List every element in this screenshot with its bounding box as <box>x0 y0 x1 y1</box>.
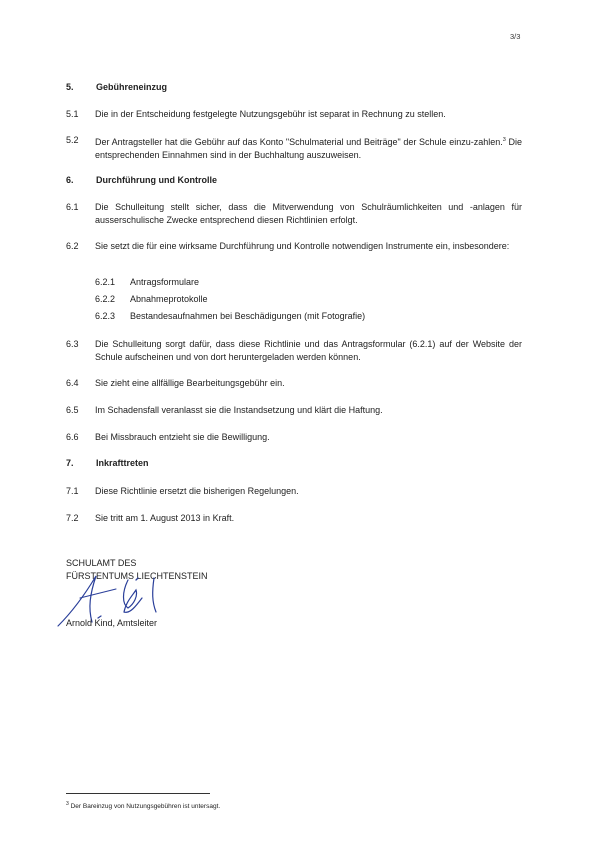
section-title: Gebühreneinzug <box>96 82 168 92</box>
paragraph-6-1 <box>66 201 522 227</box>
paragraph-number: 5.1 <box>66 109 79 119</box>
footnote <box>66 801 220 810</box>
paragraph-6-4 <box>66 377 522 390</box>
footnote-text: Der Bareinzug von Nutzungsgebühren ist untersagt. <box>70 803 221 811</box>
paragraph-text: Die in der Entscheidung festgelegte Nutzungsgebühr ist separat in Rechnung zu stellen. <box>95 109 446 119</box>
paragraph-number: 7.2 <box>66 513 79 523</box>
section-title: Inkrafttreten <box>96 458 149 468</box>
list-item-number: 6.2.1 <box>95 277 116 287</box>
organization-line-2: FÜRSTENTUMS LIECHTENSTEIN <box>66 571 208 581</box>
footnote-reference: 3 <box>502 137 506 143</box>
list-item-6-2-2 <box>95 294 208 304</box>
list-item-text: Bestandesaufnahmen bei Beschädigungen (mit Fotografie) <box>130 311 366 321</box>
list-item-text: Abnahmeprotokolle <box>130 294 208 304</box>
page-number: 3/3 <box>510 32 521 41</box>
list-item-6-2-3 <box>95 311 365 321</box>
paragraph-text <box>95 134 522 162</box>
list-item-number: 6.2.2 <box>95 294 116 304</box>
list-item-text: Antragsformulare <box>130 277 200 287</box>
paragraph-5-1 <box>66 108 522 121</box>
paragraph-number: 6.3 <box>66 339 79 349</box>
footnote-number: 3 <box>66 801 69 807</box>
section-number: 6. <box>66 175 74 185</box>
paragraph-text: Im Schadensfall veranlasst sie die Instandsetzung und klärt die Haftung. <box>95 405 383 415</box>
footnote-separator <box>66 793 210 794</box>
paragraph-text: Sie zieht eine allfällige Bearbeitungsgebühr ein. <box>95 378 285 388</box>
paragraph-text-main: Der Antragsteller hat die Gebühr auf das Konto "Schulmaterial und Beiträge" der Schule einzu-zahlen. <box>95 137 503 147</box>
section-number: 5. <box>66 82 74 92</box>
paragraph-text: Sie setzt die für eine wirksame Durchführung und Kontrolle notwendigen Instrumente ein, insbesondere: <box>95 241 510 251</box>
section-heading-5 <box>66 82 167 92</box>
list-item-6-2-1 <box>95 277 199 287</box>
signatory-name: Arnold Kind, Amtsleiter <box>66 618 158 628</box>
paragraph-number: 6.6 <box>66 432 79 442</box>
section-title: Durchführung und Kontrolle <box>96 175 217 185</box>
paragraph-text-continued: Die entsprechenden Einnahmen sind in der Buchhaltung auszuweisen. <box>95 137 522 160</box>
paragraph-6-2 <box>66 240 522 253</box>
paragraph-5-2 <box>66 134 522 162</box>
list-item-number: 6.2.3 <box>95 311 116 321</box>
paragraph-number: 6.5 <box>66 405 79 415</box>
organization-line-1: SCHULAMT DES <box>66 558 137 568</box>
paragraph-6-3 <box>66 338 522 364</box>
paragraph-text: Diese Richtlinie ersetzt die bisherigen Regelungen. <box>95 486 299 496</box>
section-number: 7. <box>66 458 74 468</box>
paragraph-number: 6.2 <box>66 241 79 251</box>
paragraph-number: 6.4 <box>66 378 79 388</box>
section-heading-6 <box>66 175 217 185</box>
paragraph-7-1 <box>66 485 522 498</box>
paragraph-text: Sie tritt am 1. August 2013 in Kraft. <box>95 513 235 523</box>
paragraph-text: Die Schulleitung sorgt dafür, dass diese Richtlinie und das Antragsformular (6.2.1) auf der Website der Schule aufscheinen und von dort heruntergeladen werden können. <box>95 339 522 362</box>
paragraph-6-6 <box>66 431 522 444</box>
paragraph-text: Bei Missbrauch entzieht sie die Bewilligung. <box>95 432 270 442</box>
paragraph-number: 5.2 <box>66 135 79 145</box>
paragraph-number: 7.1 <box>66 486 79 496</box>
paragraph-number: 6.1 <box>66 202 79 212</box>
section-heading-7 <box>66 458 149 468</box>
paragraph-7-2 <box>66 512 522 525</box>
paragraph-6-5 <box>66 404 522 417</box>
paragraph-text: Die Schulleitung stellt sicher, dass die Mitverwendung von Schulräumlichkeiten und -anlagen für ausserschulische Zwecke entsprechend diesen Richtlinien erfolgt. <box>95 202 522 225</box>
